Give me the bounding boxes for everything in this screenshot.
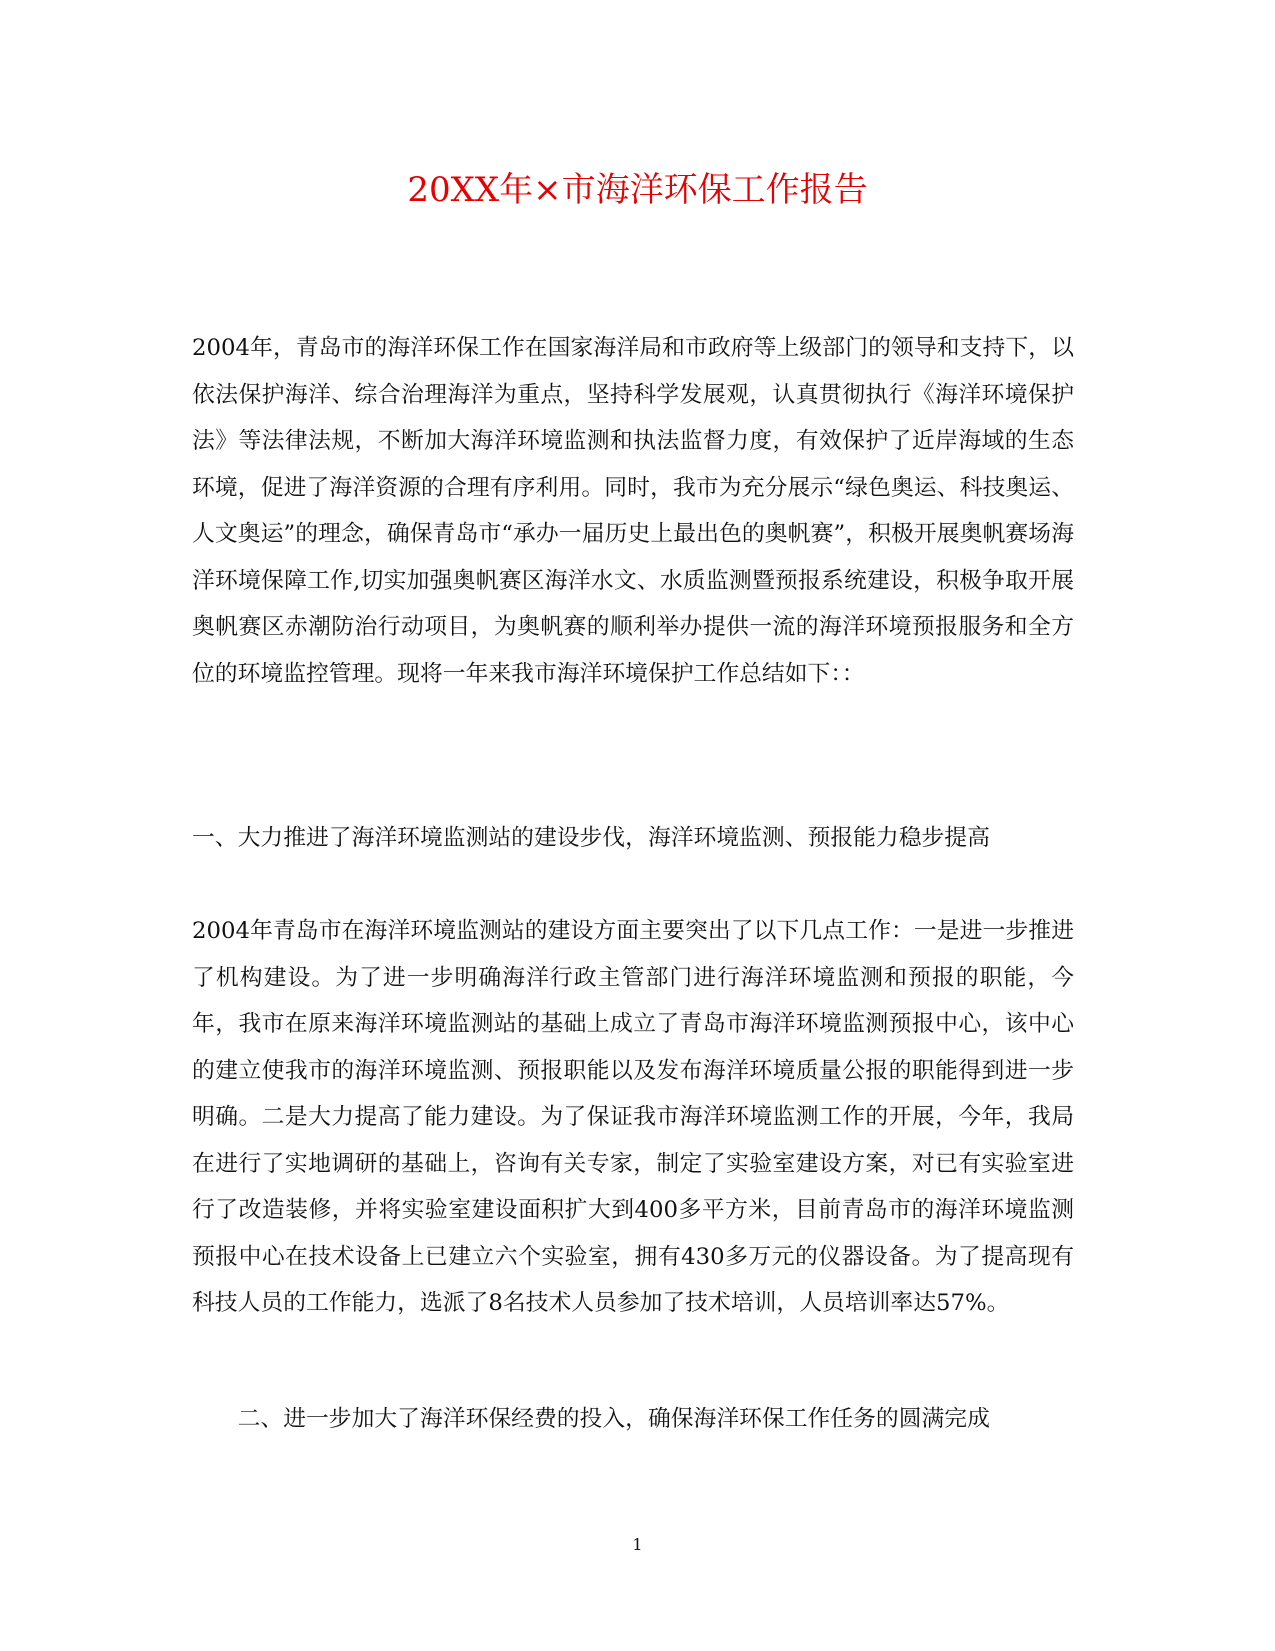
page-number: 1	[632, 1535, 643, 1554]
section-1-paragraph: 2004年青岛市在海洋环境监测站的建设方面主要突出了以下几点工作：一是进一步推进了机构建设。为了进一步明确海洋行政主管部门进行海洋环境监测和预报的职能，今年，我市在原来海洋环境监测站的基础上成立了青岛市海洋环境监测预报中心，该中心的建立使我市的海洋环境监测、预报职能以及发布海洋环境质量公报的职能得到进一步明确。二是大力提高了能力建设。为了保证我市海洋环境监测工作的开展，今年，我局在进行了实地调研的基础上，咨询有关专家，制定了实验室建设方案，对已有实验室进行了改造装修，并将实验室建设面积扩大到400多平方米，目前青岛市的海洋环境监测预报中心在技术设备上已建立六个实验室，拥有430多万元的仪器设备。为了提高现有科技人员的工作能力，选派了8名技术人员参加了技术培训，人员培训率达57%。	[192, 918, 1074, 1316]
section-2-heading: 二、进一步加大了海洋环保经费的投入，确保海洋环保工作任务的圆满完成	[237, 1406, 990, 1432]
intro-paragraph: 2004年，青岛市的海洋环保工作在国家海洋局和市政府等上级部门的领导和支持下，以依法保护海洋、综合治理海洋为重点，坚持科学发展观，认真贯彻执行《海洋环境保护法》等法律法规，不断加大海洋环境监测和执法监督力度，有效保护了近岸海域的生态环境，促进了海洋资源的合理有序利用。同时，我市为充分展示“绿色奥运、科技奥运、人文奥运”的理念，确保青岛市“承办一届历史上最出色的奥帆赛”，积极开展奥帆赛场海洋环境保障工作,切实加强奥帆赛区海洋水文、水质监测暨预报系统建设，积极争取开展奥帆赛区赤潮防治行动项目，为奥帆赛的顺利举办提供一流的海洋环境预报服务和全方位的环境监控管理。现将一年来我市海洋环境保护工作总结如下：：	[192, 335, 1074, 687]
document-title: 20XX年×市海洋环保工作报告	[407, 170, 868, 210]
section-1-heading: 一、大力推进了海洋环境监测站的建设步伐，海洋环境监测、预报能力稳步提高	[192, 825, 990, 851]
